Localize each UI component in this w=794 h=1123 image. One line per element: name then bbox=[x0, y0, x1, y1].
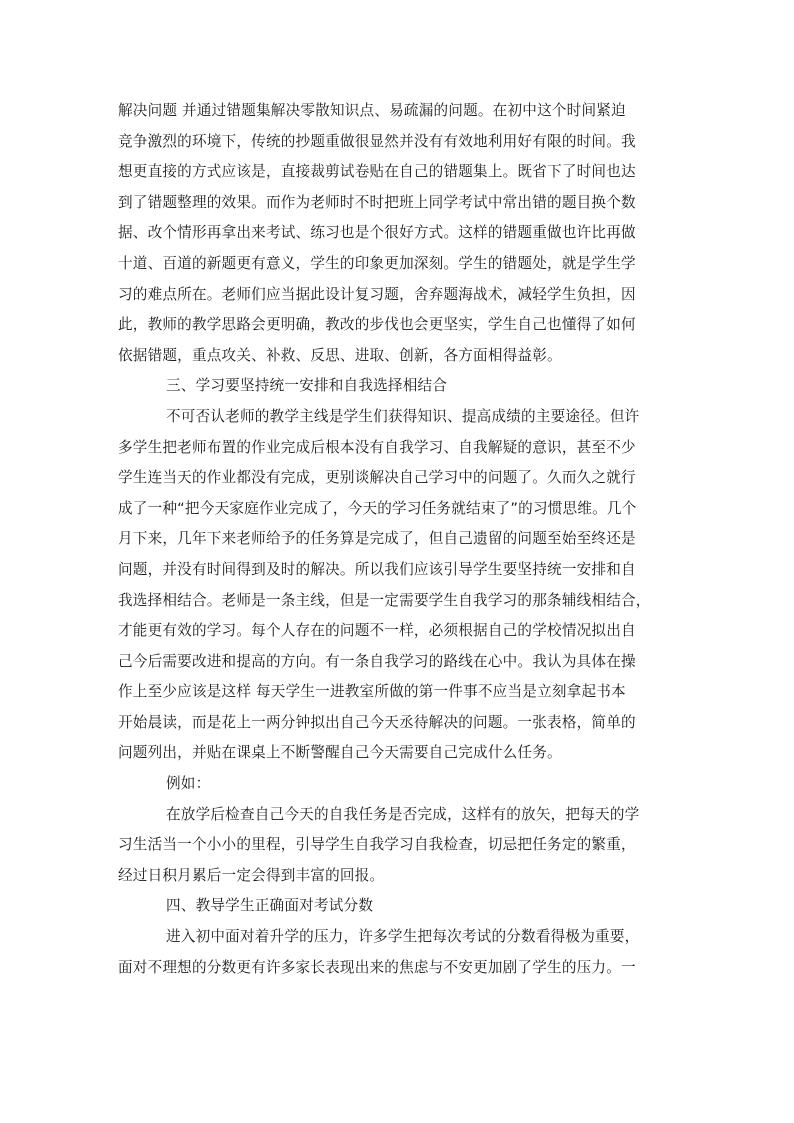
body-text-line: 习的难点所在。老师们应当据此设计复习题，舍弃题海战术，减轻学生负担，因 bbox=[118, 285, 636, 303]
body-text-line: 我选择相结合。老师是一条主线，但是一定需要学生自我学习的那条辅线相结合， bbox=[118, 591, 651, 609]
body-text-line: 月下来，几年下来老师给予的任务算是完成了，但自己遗留的问题至始至终还是 bbox=[118, 530, 636, 548]
paragraph-first-line: 在放学后检查自己今天的自我任务是否完成，这样有的放矢，把每天的学 bbox=[166, 805, 640, 823]
paragraph-first-line: 不可否认老师的教学主线是学生们获得知识、提高成绩的主要途径。但许 bbox=[166, 407, 640, 425]
body-text-line: 面对不理想的分数更有许多家长表现出来的焦虑与不安更加剧了学生的压力。一 bbox=[118, 958, 636, 976]
body-text-line: 想更直接的方式应该是，直接裁剪试卷贴在自己的错题集上。既省下了时间也达 bbox=[118, 163, 636, 181]
body-text-line: 问题，并没有时间得到及时的解决。所以我们应该引导学生要坚持统一安排和自 bbox=[118, 560, 636, 578]
body-text-line: 解决问题 并通过错题集解决零散知识点、易疏漏的问题。在初中这个时间紧迫 bbox=[118, 102, 626, 119]
body-text-line: 十道、百道的新题更有意义，学生的印象更加深刻。学生的错题处，就是学生学 bbox=[118, 254, 636, 272]
example-label: 例如： bbox=[166, 775, 211, 793]
body-text-line: 到了错题整理的效果。而作为老师时不时把班上同学考试中常出错的题目换个数 bbox=[118, 193, 636, 211]
body-text-line: 问题列出，并贴在课桌上不断警醒自己今天需要自己完成什么任务。 bbox=[118, 744, 562, 762]
document-body bbox=[118, 96, 678, 983]
body-text-line: 才能更有效的学习。每个人存在的问题不一样，必须根据自己的学校情况拟出自 bbox=[118, 622, 636, 640]
body-text-line: 据、改个情形再拿出来考试、练习也是个很好方式。这样的错题重做也许比再做 bbox=[118, 224, 636, 242]
body-text-line: 作上至少应该是这样 每天学生一进教室所做的第一件事不应当是立刻拿起书本 bbox=[118, 683, 626, 701]
body-text-line: 学生连当天的作业都没有完成，更别谈解决自己学习中的问题了。久而久之就行 bbox=[118, 469, 636, 487]
body-text-line: 多学生把老师布置的作业完成后根本没有自我学习、自我解疑的意识，甚至不少 bbox=[118, 438, 636, 456]
body-text-line: 依据错题，重点攻关、补救、反思、进取、创新，各方面相得益彰。 bbox=[118, 346, 562, 364]
body-text-line: 成了一种“把今天家庭作业完成了，今天的学习任务就结束了”的习惯思维。几个 bbox=[118, 499, 637, 517]
body-text-line: 经过日积月累后一定会得到丰富的回报。 bbox=[118, 866, 385, 884]
section-heading: 四、教导学生正确面对考试分数 bbox=[166, 897, 374, 915]
section-heading: 三、学习要坚持统一安排和自我选择相结合 bbox=[166, 377, 448, 395]
body-text-line: 习生活当一个小小的里程，引导学生自我学习自我检查，切忌把任务定的繁重， bbox=[118, 836, 636, 854]
body-text-line: 己今后需要改进和提高的方向。有一条自我学习的路线在心中。我认为具体在操 bbox=[118, 652, 636, 670]
body-text-line: 此，教师的教学思路会更明确，教改的步伐也会更坚实，学生自己也懂得了如何 bbox=[118, 316, 636, 334]
body-text-line: 竞争激烈的环境下，传统的抄题重做很显然并没有有效地利用好有限的时间。我 bbox=[118, 132, 636, 150]
body-text-line: 开始晨读，而是花上一两分钟拟出自己今天丞待解决的问题。一张表格，简单的 bbox=[118, 713, 636, 731]
paragraph-first-line: 进入初中面对着升学的压力，许多学生把每次考试的分数看得极为重要， bbox=[166, 928, 640, 946]
